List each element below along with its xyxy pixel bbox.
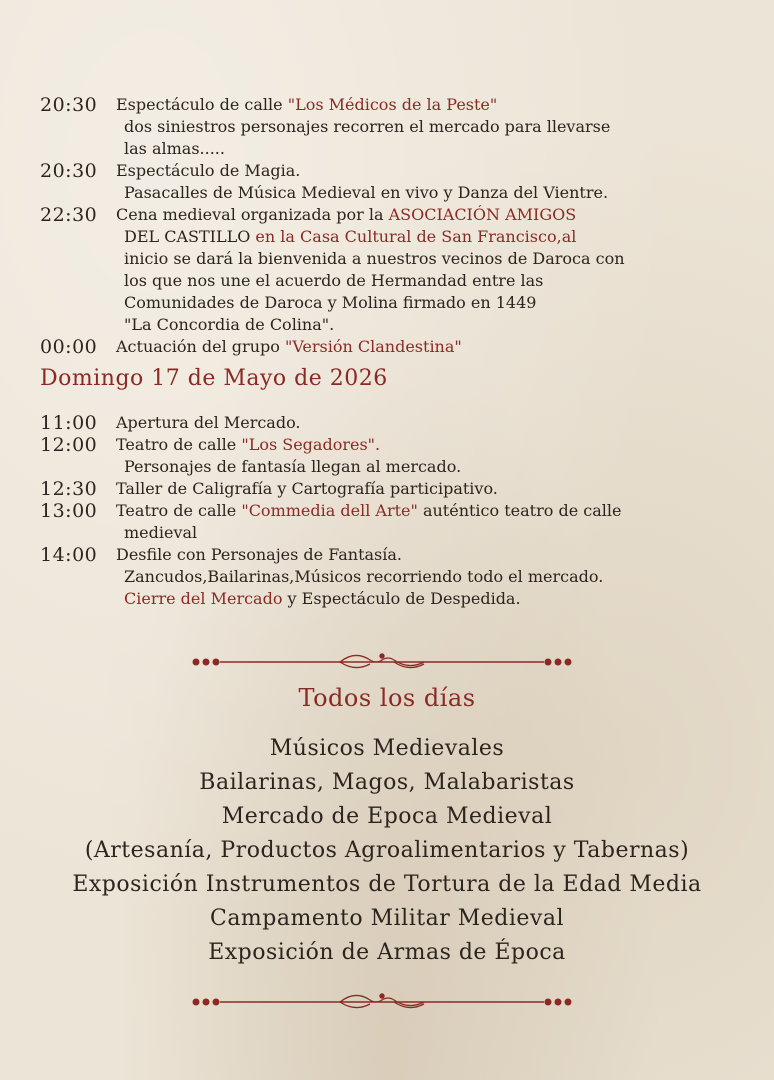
sunday-schedule — [40, 412, 740, 610]
entry-description — [116, 544, 740, 610]
entry-time: 00:00 — [40, 336, 98, 358]
description-text: medieval — [124, 523, 198, 542]
description-text: Desfile con Personajes de Fantasía. — [116, 545, 402, 564]
daily-activity: Exposición Instrumentos de Tortura de la Edad Media — [72, 872, 702, 897]
description-line — [116, 314, 740, 336]
entry-time: 20:30 — [40, 94, 98, 116]
schedule-entry — [40, 204, 740, 336]
description-line — [116, 412, 740, 434]
description-line — [116, 588, 740, 610]
daily-activity: Mercado de Epoca Medieval — [221, 804, 553, 829]
daily-activity: Exposición de Armas de Época — [208, 940, 566, 965]
schedule-entry — [40, 94, 740, 160]
description-text: Taller de Caligrafía y Cartografía participativo. — [116, 479, 498, 498]
schedule-entry — [40, 434, 740, 478]
entry-time: 12:00 — [40, 434, 98, 456]
divider-flourish-icon — [190, 990, 574, 1014]
description-line — [116, 434, 740, 456]
description-line — [116, 182, 740, 204]
entry-time: 20:30 — [40, 160, 98, 182]
description-text: Actuación del grupo — [116, 337, 285, 356]
entry-description — [116, 160, 740, 204]
schedule-entry — [40, 544, 740, 610]
description-text: Personajes de fantasía llegan al mercado. — [124, 457, 462, 476]
daily-activity: Músicos Medievales — [269, 736, 505, 761]
description-text: Teatro de calle — [116, 435, 242, 454]
highlighted-text: "Commedia dell Arte" — [241, 501, 418, 520]
description-line — [116, 336, 740, 358]
highlighted-text: en la Casa Cultural de San Francisco,al — [250, 227, 577, 246]
entry-description — [116, 94, 740, 160]
highlighted-text: "Los Segadores". — [241, 435, 381, 454]
daily-activity: Bailarinas, Magos, Malabaristas — [199, 770, 575, 795]
description-text: Comunidades de Daroca y Molina firmado en 1449 — [124, 293, 537, 312]
description-text: Apertura del Mercado. — [116, 413, 301, 432]
description-text: Cena medieval organizada por la — [116, 205, 389, 224]
description-line — [116, 226, 740, 248]
description-text: dos siniestros personajes recorren el mercado para llevarse — [124, 117, 611, 136]
highlighted-text: Cierre del Mercado — [124, 589, 283, 608]
schedule-entry — [40, 412, 740, 434]
description-line — [116, 116, 740, 138]
sunday-heading: Domingo 17 de Mayo de 2026 — [40, 366, 388, 391]
highlighted-text: "Versión Clandestina" — [284, 337, 462, 356]
entry-time: 12:30 — [40, 478, 98, 500]
description-line — [116, 566, 740, 588]
entry-description — [116, 478, 740, 500]
description-text: Teatro de calle — [116, 501, 242, 520]
schedule-entry — [40, 500, 740, 544]
description-line — [116, 138, 740, 160]
daily-activity: (Artesanía, Productos Agroalimentarios y Tabernas) — [84, 838, 690, 863]
daily-activity: Campamento Militar Medieval — [209, 906, 564, 931]
entry-time: 22:30 — [40, 204, 98, 226]
description-line — [116, 522, 740, 544]
saturday-schedule — [40, 94, 740, 358]
daily-activities-list — [0, 732, 774, 970]
schedule-entry — [40, 478, 740, 500]
description-text: y Espectáculo de Despedida. — [282, 589, 521, 608]
divider-flourish-icon — [190, 650, 574, 674]
entry-time: 14:00 — [40, 544, 98, 566]
description-text: auténtico teatro de calle — [417, 501, 622, 520]
description-text: Espectáculo de calle — [116, 95, 288, 114]
description-line — [116, 456, 740, 478]
entry-time: 11:00 — [40, 412, 98, 434]
description-line — [116, 544, 740, 566]
entry-description — [116, 434, 740, 478]
highlighted-text: ASOCIACIÓN AMIGOS — [388, 205, 577, 224]
todos-los-dias-heading: Todos los días — [298, 684, 476, 712]
description-text: DEL CASTILLO — [124, 227, 251, 246]
entry-description — [116, 336, 740, 358]
description-line — [116, 204, 740, 226]
entry-time: 13:00 — [40, 500, 98, 522]
description-text: Zancudos,Bailarinas,Músicos recorriendo todo el mercado. — [124, 567, 604, 586]
description-line — [116, 270, 740, 292]
entry-description — [116, 500, 740, 544]
description-text: Pasacalles de Música Medieval en vivo y Danza del Vientre. — [124, 183, 609, 202]
description-line — [116, 94, 740, 116]
description-line — [116, 478, 740, 500]
description-line — [116, 500, 740, 522]
description-text: "La Concordia de Colina". — [124, 315, 335, 334]
highlighted-text: "Los Médicos de la Peste" — [287, 95, 498, 114]
description-line — [116, 292, 740, 314]
entry-description — [116, 204, 740, 336]
description-text: Espectáculo de Magia. — [116, 161, 301, 180]
schedule-entry — [40, 336, 740, 358]
description-line — [116, 160, 740, 182]
description-text: las almas..... — [124, 139, 225, 158]
description-line — [116, 248, 740, 270]
schedule-entry — [40, 160, 740, 204]
entry-description — [116, 412, 740, 434]
description-text: inicio se dará la bienvenida a nuestros vecinos de Daroca con — [124, 249, 625, 268]
description-text: los que nos une el acuerdo de Hermandad entre las — [124, 271, 544, 290]
